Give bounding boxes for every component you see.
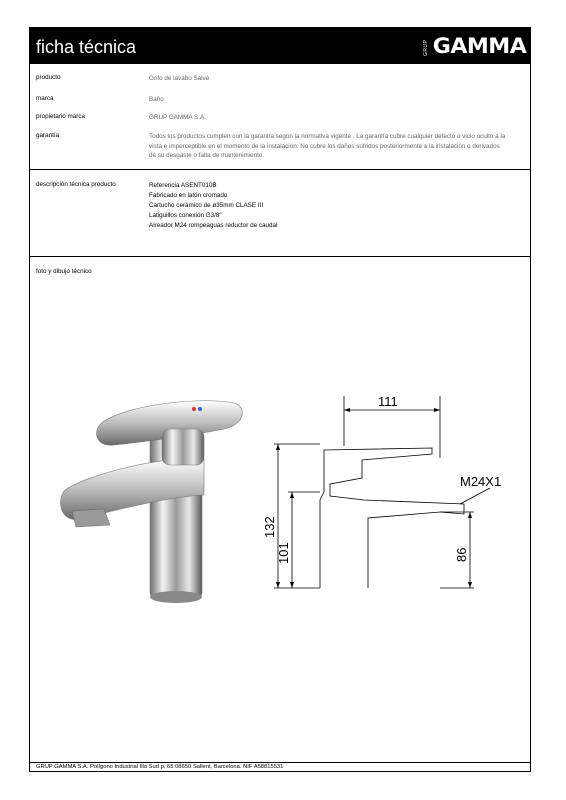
label-marca: marca (36, 95, 54, 102)
dim-total: 132 (262, 516, 277, 538)
descripcion-line: Referencia ASENT010B (149, 182, 217, 189)
descripcion-list (149, 181, 277, 231)
descripcion-line: Aireador M24 rompeaguas reductor de caudal (149, 222, 278, 229)
logo-grup-text: GRUP (422, 39, 429, 56)
tech-sheet (29, 27, 531, 772)
garantia-line: Todos los productos cumplen con la garantía según la normativa vigente . La garantía cubre cualquier defecto o vicio oculto a la (149, 133, 506, 140)
value-garantia (149, 132, 525, 161)
label-descripcion: descripción técnica producto (36, 181, 116, 188)
descripcion-line: Latiguillos conexión G3/8" (149, 212, 222, 219)
label-producto: producto (36, 74, 61, 81)
descripcion-line: Fabricado en latón cromado (149, 192, 228, 199)
dim-thread: M24X1 (460, 474, 502, 489)
descripcion-line: Cartucho cerámico de ø35mm CLASE III (149, 202, 264, 209)
footer-text: GRUP GAMMA S.A. Polígono Industrial Illa Sud p. 65 08650 Sallent, Barcelona. NIF A58815531 (36, 764, 284, 770)
garantia-line: vista e imperceptible en el momento de la instalación. No cubre los daños sufridos posteriormente a la instalación o derivados (149, 142, 500, 150)
dim-top: 111 (378, 394, 398, 409)
value-marca: Baho (149, 96, 164, 103)
value-propietario: GRUP GAMMA S.A. (149, 114, 206, 121)
footer-divider (30, 762, 530, 763)
label-garantia: garantía (36, 132, 60, 139)
dim-spout: 101 (276, 542, 291, 564)
gamma-logo (422, 34, 527, 58)
divider (30, 256, 530, 257)
logo-gamma-text: GAMMA (432, 34, 527, 58)
dim-base: 86 (454, 547, 469, 562)
technical-drawing (264, 388, 524, 588)
garantia-line: de su desgaste o falta de mantenimiento. (149, 152, 265, 159)
page-title: ficha técnica (36, 37, 137, 57)
faucet-photo (44, 363, 264, 608)
label-foto: foto y dibujo técnico (36, 268, 92, 275)
value-producto: Grifo de lavabo Salve (149, 75, 210, 82)
header-bar (30, 28, 530, 64)
label-propietario: propietario marca (36, 113, 85, 120)
divider (30, 169, 530, 170)
